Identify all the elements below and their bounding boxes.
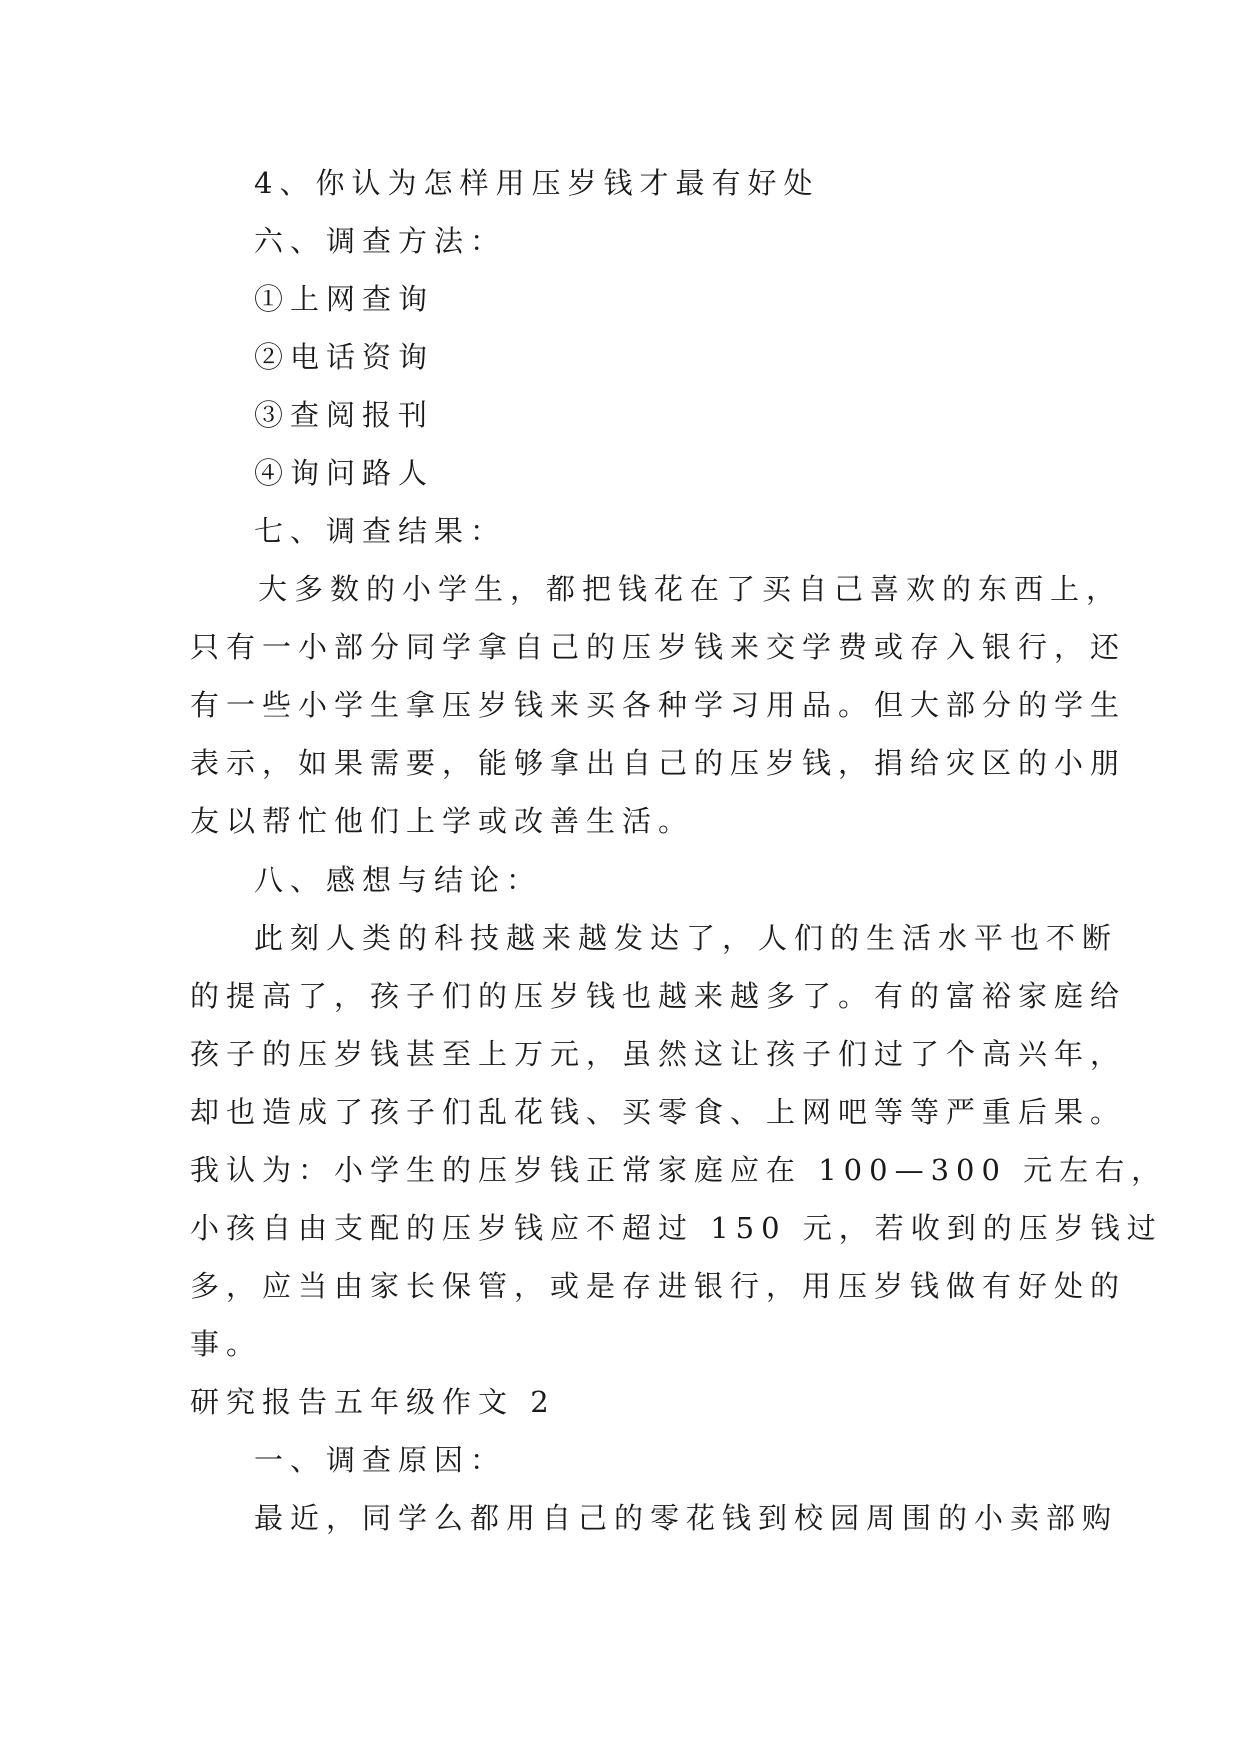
section-heading-reason: 一、调查原因： xyxy=(254,1443,507,1477)
paragraph-line: 事。 xyxy=(190,1327,263,1361)
paragraph-line: 最近，同学么都用自己的零花钱到校园周围的小卖部购 xyxy=(254,1501,1119,1535)
paragraph-line: 我认为：小学生的压岁钱正常家庭应在 100—300 元左右， xyxy=(190,1153,1168,1187)
paragraph-line: 小孩自由支配的压岁钱应不超过 150 元，若收到的压岁钱过 xyxy=(190,1211,1163,1245)
article-title: 研究报告五年级作文 2 xyxy=(190,1385,556,1419)
paragraph-line: 有一些小学生拿压岁钱来买各种学习用品。但大部分的学生 xyxy=(190,688,1127,722)
paragraph-line: 的提高了，孩子们的压岁钱也越来越多了。有的富裕家庭给 xyxy=(190,979,1127,1013)
paragraph-line: 只有一小部分同学拿自己的压岁钱来交学费或存入银行，还 xyxy=(190,630,1127,664)
section-heading-conclusion: 八、感想与结论： xyxy=(254,863,543,897)
paragraph-line: 多，应当由家长保管，或是存进银行，用压岁钱做有好处的 xyxy=(190,1269,1127,1303)
paragraph-line: 孩子的压岁钱甚至上万元，虽然这让孩子们过了个高兴年， xyxy=(190,1037,1127,1071)
question-4: 4、你认为怎样用压岁钱才最有好处 xyxy=(254,166,820,200)
section-heading-results: 七、调查结果： xyxy=(254,514,507,548)
paragraph-line: 大多数的小学生，都把钱花在了买自己喜欢的东西上， xyxy=(258,572,1123,606)
section-heading-methods: 六、调查方法： xyxy=(254,224,507,258)
method-item: ①上网查询 xyxy=(254,282,435,316)
paragraph-line: 友以帮忙他们上学或改善生活。 xyxy=(190,804,695,838)
paragraph-line: 表示，如果需要，能够拿出自己的压岁钱，捐给灾区的小朋 xyxy=(190,746,1127,780)
method-item: ③查阅报刊 xyxy=(254,398,435,432)
method-item: ④询问路人 xyxy=(254,456,435,490)
paragraph-line: 此刻人类的科技越来越发达了，人们的生活水平也不断 xyxy=(254,921,1119,955)
paragraph-line: 却也造成了孩子们乱花钱、买零食、上网吧等等严重后果。 xyxy=(190,1095,1127,1129)
method-item: ②电话资询 xyxy=(254,340,435,374)
